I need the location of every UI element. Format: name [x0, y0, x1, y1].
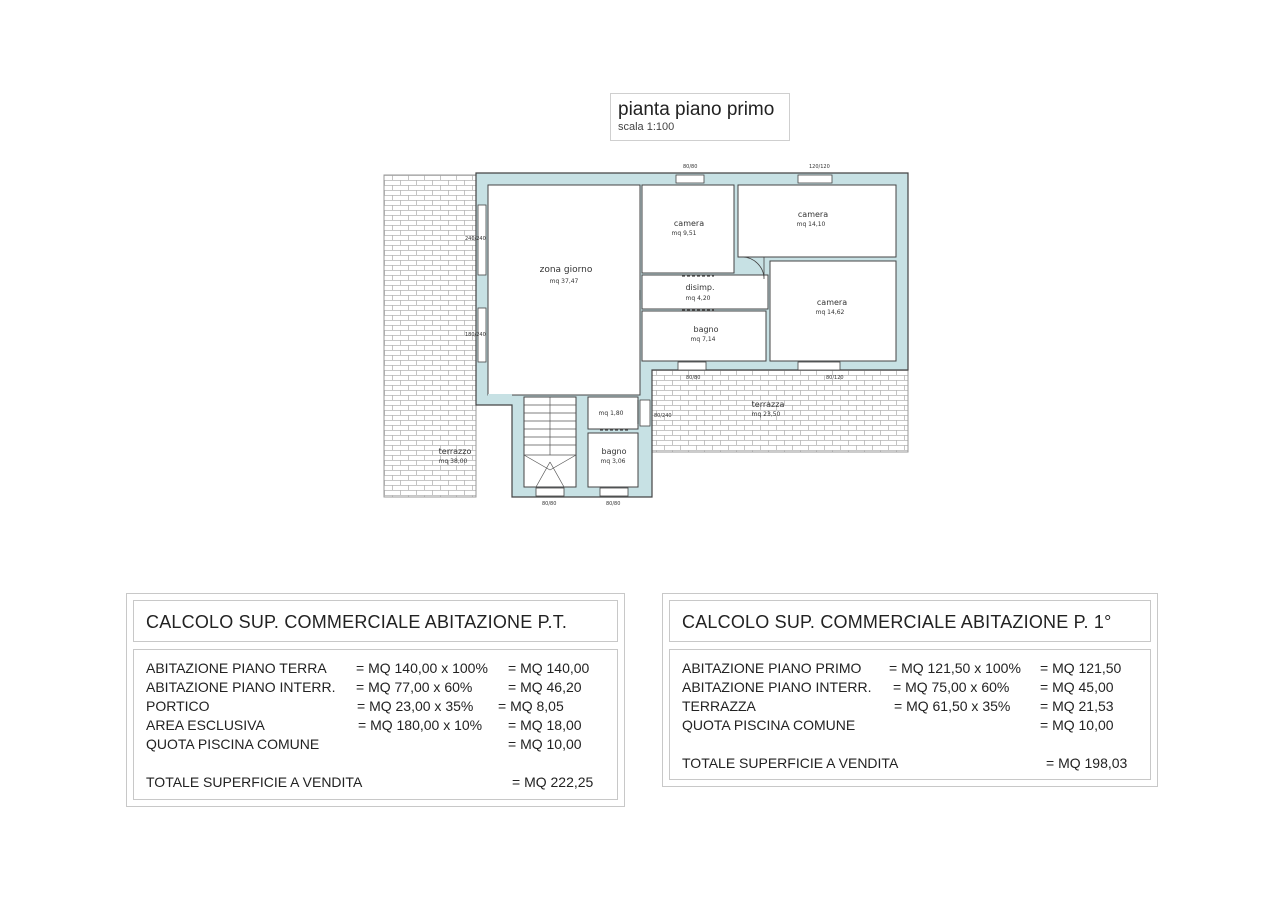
row-result: = MQ 8,05	[498, 698, 564, 714]
room-label-terrazza: terrazza	[751, 400, 785, 409]
row-calc: = MQ 77,00 x 60%	[356, 679, 473, 695]
table-calc-p1	[662, 593, 1158, 787]
total-value: = MQ 222,25	[512, 774, 594, 790]
window-label: 80/80	[683, 164, 698, 170]
row-calc: = MQ 23,00 x 35%	[357, 698, 474, 714]
room-label-camera-2: camera	[797, 210, 829, 219]
floor-plan	[380, 155, 920, 515]
room-area-terrazzo: mq 38,00	[438, 458, 468, 465]
window-label: 120/120	[809, 164, 830, 170]
row-label: ABITAZIONE PIANO INTERR.	[682, 679, 872, 695]
row-result: = MQ 121,50	[1040, 660, 1122, 676]
row-calc: = MQ 180,00 x 10%	[358, 717, 483, 733]
window-label: 80/240	[654, 413, 672, 419]
row-label: ABITAZIONE PIANO TERRA	[146, 660, 327, 676]
row-label: TERRAZZA	[682, 698, 756, 714]
room-disimpegno	[642, 275, 768, 309]
plan-title: pianta piano primo	[618, 99, 775, 120]
table-calc-pt	[126, 593, 625, 807]
row-calc: = MQ 75,00 x 60%	[893, 679, 1010, 695]
room-area-camera-3: mq 14,62	[815, 309, 845, 316]
total-label: TOTALE SUPERFICIE A VENDITA	[682, 755, 899, 771]
row-label: AREA ESCLUSIVA	[146, 717, 265, 733]
room-area-bagno: mq 7,14	[690, 336, 716, 343]
row-result: = MQ 18,00	[508, 717, 582, 733]
row-label: QUOTA PISCINA COMUNE	[682, 717, 856, 733]
row-calc: = MQ 61,50 x 35%	[894, 698, 1011, 714]
room-label-camera-3: camera	[816, 298, 848, 307]
room-label-disimp: disimp.	[685, 283, 715, 292]
window-label: 80/80	[542, 501, 557, 507]
table-pt-title: CALCOLO SUP. COMMERCIALE ABITAZIONE P.T.	[133, 600, 618, 642]
plan-title-box	[610, 93, 790, 141]
row-result: = MQ 10,00	[1040, 717, 1114, 733]
row-label: ABITAZIONE PIANO INTERR.	[146, 679, 336, 695]
row-calc: = MQ 121,50 x 100%	[889, 660, 1021, 676]
table-p1-body	[669, 649, 1151, 780]
room-area-camera-2: mq 14,10	[796, 221, 826, 228]
room-area-small: mq 1,80	[598, 410, 624, 417]
room-label-camera-1: camera	[673, 219, 705, 228]
window-label: 80/120	[826, 375, 844, 381]
table-pt-body	[133, 649, 618, 800]
window-label: 180/240	[465, 332, 486, 338]
row-label: QUOTA PISCINA COMUNE	[146, 736, 320, 752]
table-p1-title: CALCOLO SUP. COMMERCIALE ABITAZIONE P. 1°	[669, 600, 1151, 642]
window-label: 240/240	[465, 236, 486, 242]
room-area-terrazza: mq 23,50	[751, 411, 781, 418]
row-label: ABITAZIONE PIANO PRIMO	[682, 660, 862, 676]
room-label-zona-giorno: zona giorno	[539, 265, 593, 275]
row-result: = MQ 140,00	[508, 660, 590, 676]
room-label-bagno-2: bagno	[601, 447, 627, 456]
row-result: = MQ 21,53	[1040, 698, 1114, 714]
room-label-bagno: bagno	[693, 325, 719, 334]
row-result: = MQ 10,00	[508, 736, 582, 752]
room-area-zona-giorno: mq 37,47	[549, 278, 579, 285]
room-area-camera-1: mq 9,51	[671, 230, 697, 237]
window-label: 80/80	[686, 375, 701, 381]
room-camera-1	[642, 185, 734, 273]
row-label: PORTICO	[146, 698, 210, 714]
room-label-terrazzo: terrazzo	[438, 447, 472, 456]
row-result: = MQ 45,00	[1040, 679, 1114, 695]
plan-scale: scala 1:100	[618, 121, 675, 133]
row-result: = MQ 46,20	[508, 679, 582, 695]
total-label: TOTALE SUPERFICIE A VENDITA	[146, 774, 363, 790]
window-label: 80/80	[606, 501, 621, 507]
row-calc: = MQ 140,00 x 100%	[356, 660, 488, 676]
room-zona-giorno	[488, 185, 640, 395]
room-area-disimp: mq 4,20	[685, 295, 711, 302]
total-value: = MQ 198,03	[1046, 755, 1128, 771]
room-area-bagno-2: mq 3,06	[600, 458, 626, 465]
